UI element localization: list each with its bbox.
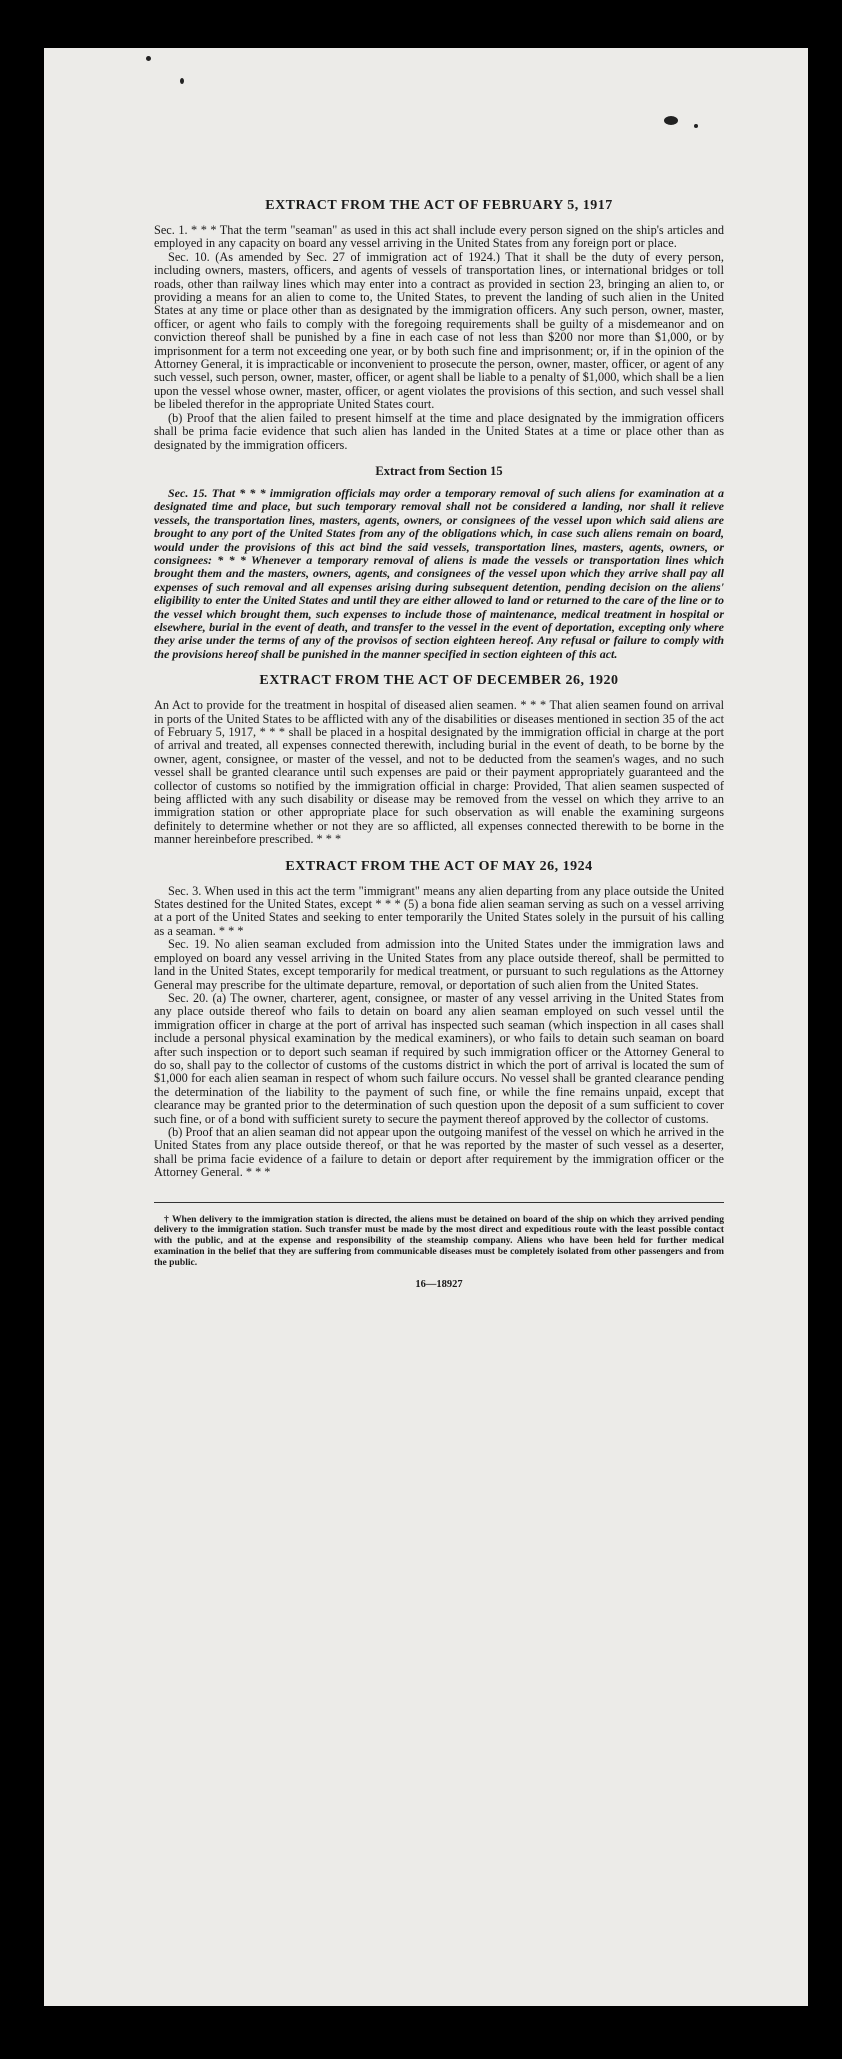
- paragraph: Sec. 3. When used in this act the term "immigrant" means any alien departing from any place outside the United States destined for the United States, except * * * (5) a bona fide alien seaman serving as such on a vessel arriving at a port of the United States and seeking to enter temporarily the United States solely in the pursuit of his calling as a seaman. * * *: [154, 883, 724, 938]
- form-code: 16—18927: [415, 1278, 463, 1290]
- scan-speck: [146, 56, 151, 61]
- section-act-1920: [154, 673, 724, 846]
- scan-speck: [180, 78, 184, 84]
- footnote-text: † When delivery to the immigration station is directed, the aliens must be detained on board of the ship on which they arrived pending delivery to the immigration station. Such transfer must be made by the most direct and expeditious route with the least possible contact with the public, and at the expense and responsibility of the steamship company. Aliens who have been held for further medical examination in the belief that they are suffering from communicable diseases must be completely isolated from other passengers and from the public.: [154, 1213, 724, 1268]
- document-page: [44, 48, 808, 2006]
- section-act-1924: [154, 859, 724, 1180]
- paragraph: (b) Proof that an alien seaman did not appear upon the outgoing manifest of the vessel on which he arrived in the United States from any place outside thereof, or that he was reported by the master of such vessel as a deserter, shall be prima facie evidence of a failure to detain or deport after requirement by the immigration officer or the Attorney General. * * *: [154, 1124, 724, 1180]
- scan-speck: [694, 124, 698, 128]
- paragraph: Sec. 15. That * * * immigration officials may order a temporary removal of such aliens for examination at a designated time and place, but such temporary removal shall not be considered a landing, nor shall it relieve vessels, the transportation lines, masters, agents, owners, or consignees of the vessel upon which said aliens are brought to any port of the United States from any of the obligations which, in case such aliens remain on board, would under the provisions of this act bind the said vessels, transportation lines, masters, agents, owners, or consignees: * * * Whenever a temporary removal of aliens is made the vessels or transportation lines which brought them and the masters, owners, agents, and consignees of the vessel upon which they arrive shall pay all expenses of such removal and all expenses arising during subsequent detention, pending decision on the aliens' eligibility to enter the United States and until they are either allowed to land or returned to the care of the line or to the vessel which brought them, such expenses to include those of maintenance, medical treatment in hospital or elsewhere, burial in the event of death, and transfer to the vessel in the event of deportation, excepting only where they arise under the terms of any of the provisos of section eighteen hereof. Any refusal or failure to comply with the provisions hereof shall be punished in the manner specified in section eighteen of this act.: [154, 485, 724, 661]
- section-extract-15: [154, 464, 724, 661]
- paragraph: Sec. 10. (As amended by Sec. 27 of immigration act of 1924.) That it shall be the duty of every person, including owners, masters, officers, and agents of vessels of transportation lines, or international bridges or toll roads, other than railway lines which may enter into a contract as provided in section 23, bringing an alien to, or providing a means for an alien to come to, the United States, to prevent the landing of such alien in the United States at any time or place other than as designated by the immigration officers. Any such person, owner, master, officer, or agent who fails to comply with the foregoing requirements shall be guilty of a misdemeanor and on conviction thereof shall be punished by a fine in each case of not less than $200 nor more than $1,000, or by imprisonment for a term not exceeding one year, or by both such fine and imprisonment; or, if in the opinion of the Attorney General, it is impracticable or inconvenient to prosecute the person, owner, master, officer, or agent of any such vessel, such person, owner, master, officer, or agent shall be liable to a penalty of $1,000, which shall be a lien upon the vessel whose owner, master, officer, or agent violates the provisions of this section, and such vessel shall be libeled therefor in the appropriate United States court.: [154, 249, 724, 412]
- paragraph: An Act to provide for the treatment in hospital of diseased alien seamen. * * * That alien seamen found on arrival in ports of the United States to be afflicted with any of the disabilities or diseases mentioned in section 35 of the act of February 5, 1917, * * * shall be placed in a hospital designated by the immigration official in charge at the port of arrival and treated, all expenses connected therewith, including burial in the event of death, to be borne by the owner, agent, consignee, or master of the vessel, and not to be deducted from the seamen's wages, and no such vessel shall be granted clearance until such expenses are paid or their payment appropriately guaranteed and the collector of customs so notified by the immigration official in charge: Provided, That alien seamen suspected of being afflicted with any such disability or disease may be removed from the vessel on which they arrive to an immigration station or other appropriate place for such observation as will enable the examining surgeons definitely to determine whether or not they are so afflicted, all expenses connected therewith to be borne in the manner hereinbefore prescribed. * * *: [154, 698, 724, 847]
- footnote: [154, 1202, 724, 1269]
- scan-speck: [664, 116, 678, 125]
- paragraph: Sec. 20. (a) The owner, charterer, agent, consignee, or master of any vessel arriving in the United States from any place outside thereof who fails to detain on board any alien seaman employed on such vessel until the immigration officer in charge at the port of arrival has inspected such seaman (which inspection in all cases shall include a personal physical examination by the medical examiners), or who fails to detain such seaman on board after such inspection or to deport such seaman if required by such immigration officer or the Attorney General to do so, shall pay to the collector of customs of the customs district in which the port of arrival is located the sum of $1,000 for each alien seaman in respect of whom such failure occurs. No vessel shall be granted clearance pending the determination of the liability to the payment of such fine, or while the fine remains unpaid, except that clearance may be granted prior to the determination of such question upon the deposit of a sum sufficient to cover such fine, or of a bond with sufficient surety to secure the payment thereof approved by the collector of customs.: [154, 990, 724, 1126]
- paragraph: Sec. 19. No alien seaman excluded from admission into the United States under the immigration laws and employed on board any vessel arriving in the United States from any place outside thereof, shall be permitted to land in the United States, except temporarily for medical treatment, or pursuant to such regulations as the Attorney General may prescribe for the ultimate departure, removal, or deportation of such alien from the United States.: [154, 937, 724, 992]
- section-heading: EXTRACT FROM THE ACT OF FEBRUARY 5, 1917: [265, 198, 613, 213]
- paragraph: (b) Proof that the alien failed to present himself at the time and place designated by the immigration officers shall be prima facie evidence that such alien has landed in the United States at a time or place other than as designated by the immigration officers.: [154, 410, 724, 452]
- section-heading: EXTRACT FROM THE ACT OF MAY 26, 1924: [285, 858, 593, 874]
- section-heading: Extract from Section 15: [375, 463, 503, 478]
- section-act-1917: [154, 198, 724, 452]
- section-heading: EXTRACT FROM THE ACT OF DECEMBER 26, 1920: [259, 673, 619, 689]
- paragraph: Sec. 1. * * * That the term "seaman" as used in this act shall include every person signed on the ship's articles and employed in any capacity on board any vessel arriving in the United States from any foreign port or place.: [154, 223, 724, 251]
